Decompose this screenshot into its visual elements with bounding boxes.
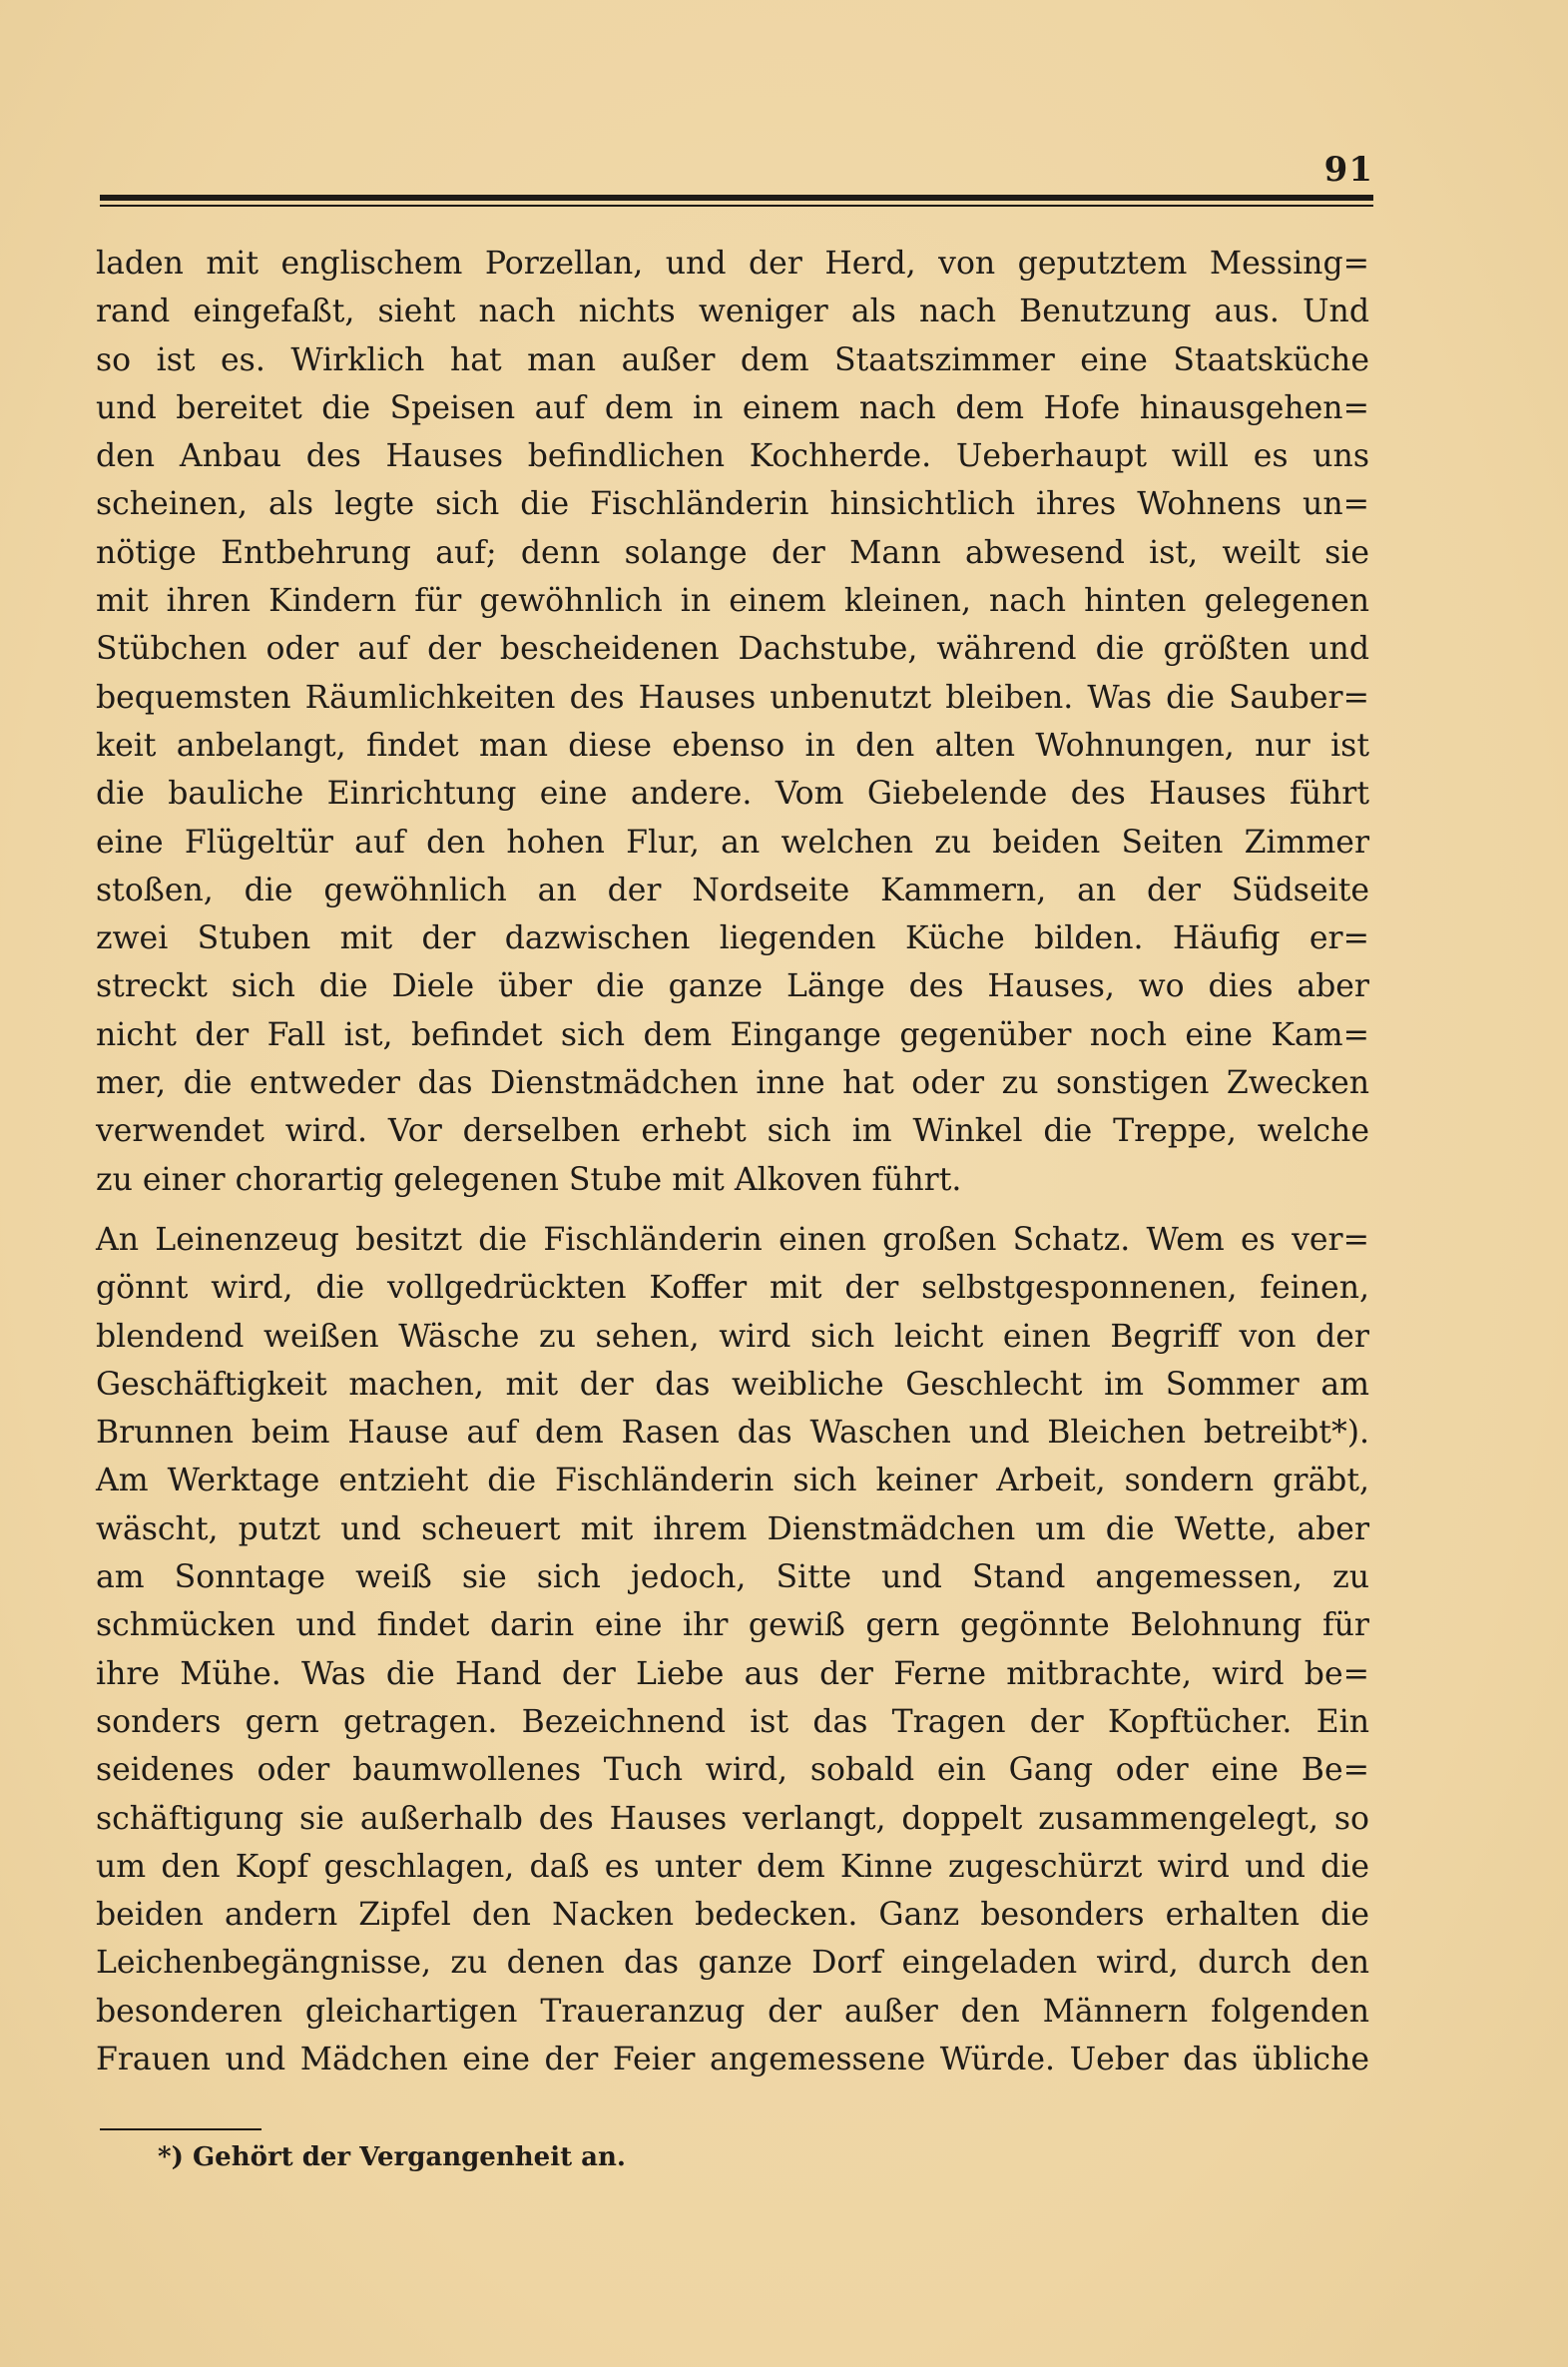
text-line: besonderen gleichartigen Traueranzug der außer den Männern folgenden bbox=[96, 1993, 1369, 2030]
text-line: scheinen, als legte sich die Fischländerin hinsichtlich ihres Wohnens un= bbox=[96, 486, 1369, 523]
footnote-rule bbox=[100, 2128, 261, 2130]
text-line: um den Kopf geschlagen, daß es unter dem Kinne zugeschürzt wird und die bbox=[96, 1848, 1369, 1885]
page-number: 91 bbox=[1323, 150, 1373, 190]
text-line: zwei Stuben mit der dazwischen liegenden Küche bilden. Häufig er= bbox=[96, 920, 1369, 957]
footnote: *) Gehört der Vergangenheit an. bbox=[158, 2142, 626, 2172]
text-line: schäftigung sie außerhalb des Hauses verlangt, doppelt zusammengelegt, so bbox=[96, 1800, 1369, 1837]
text-line: streckt sich die Diele über die ganze Länge des Hauses, wo dies aber bbox=[96, 968, 1369, 1005]
text-line: beiden andern Zipfel den Nacken bedecken. Ganz besonders erhalten die bbox=[96, 1897, 1369, 1934]
text-line: nötige Entbehrung auf; denn solange der Mann abwesend ist, weilt sie bbox=[96, 534, 1369, 571]
text-line: gönnt wird, die vollgedrückten Koffer mit der selbstgesponnenen, feinen, bbox=[96, 1270, 1369, 1307]
text-line: laden mit englischem Porzellan, und der Herd, von geputztem Messing= bbox=[96, 246, 1369, 282]
text-line: An Leinenzeug besitzt die Fischländerin einen großen Schatz. Wem es ver= bbox=[96, 1221, 1369, 1258]
paragraph-1 bbox=[96, 240, 1369, 1204]
text-line: ihre Mühe. Was die Hand der Liebe aus der Ferne mitbrachte, wird be= bbox=[96, 1655, 1369, 1692]
text-line: sonders gern getragen. Bezeichnend ist das Tragen der Kopftücher. Ein bbox=[96, 1703, 1369, 1740]
text-line: Geschäftigkeit machen, mit der das weibliche Geschlecht im Sommer am bbox=[96, 1366, 1369, 1403]
header-rule-thick bbox=[100, 195, 1373, 201]
text-line: mit ihren Kindern für gewöhnlich in einem kleinen, nach hinten gelegenen bbox=[96, 583, 1369, 620]
text-line: die bauliche Einrichtung eine andere. Vom Giebelende des Hauses führt bbox=[96, 776, 1369, 813]
header-rule-thin bbox=[100, 205, 1373, 207]
text-line: wäscht, putzt und scheuert mit ihrem Dienstmädchen um die Wette, aber bbox=[96, 1510, 1369, 1547]
body-text bbox=[96, 240, 1369, 2083]
paragraph-2 bbox=[96, 1216, 1369, 2083]
text-line: Stübchen oder auf der bescheidenen Dachstube, während die größten und bbox=[96, 631, 1369, 668]
text-line: Brunnen beim Hause auf dem Rasen das Waschen und Bleichen betreibt*). bbox=[96, 1415, 1369, 1452]
text-line: und bereitet die Speisen auf dem in einem nach dem Hofe hinausgehen= bbox=[96, 389, 1369, 426]
text-line: schmücken und findet darin eine ihr gewiß gern gegönnte Belohnung für bbox=[96, 1607, 1369, 1644]
text-line: blendend weißen Wäsche zu sehen, wird sich leicht einen Begriff von der bbox=[96, 1318, 1369, 1355]
paragraph-gap bbox=[96, 1204, 1369, 1216]
text-line: verwendet wird. Vor derselben erhebt sich im Winkel die Treppe, welche bbox=[96, 1113, 1369, 1150]
text-line: rand eingefaßt, sieht nach nichts weniger als nach Benutzung aus. Und bbox=[96, 294, 1369, 330]
text-line: nicht der Fall ist, befindet sich dem Eingange gegenüber noch eine Kam= bbox=[96, 1016, 1369, 1053]
text-line: Frauen und Mädchen eine der Feier angemessene Würde. Ueber das übliche bbox=[96, 2041, 1369, 2077]
text-line: seidenes oder baumwollenes Tuch wird, sobald ein Gang oder eine Be= bbox=[96, 1752, 1369, 1789]
text-line: zu einer chorartig gelegenen Stube mit Alkoven führt. bbox=[96, 1161, 962, 1198]
text-line: eine Flügeltür auf den hohen Flur, an welchen zu beiden Seiten Zimmer bbox=[96, 824, 1369, 861]
text-line: bequemsten Räumlichkeiten des Hauses unbenutzt bleiben. Was die Sauber= bbox=[96, 679, 1369, 716]
text-line: den Anbau des Hauses befindlichen Kochherde. Ueberhaupt will es uns bbox=[96, 438, 1369, 475]
text-line: mer, die entweder das Dienstmädchen inne hat oder zu sonstigen Zwecken bbox=[96, 1065, 1369, 1102]
text-line: stoßen, die gewöhnlich an der Nordseite Kammern, an der Südseite bbox=[96, 872, 1369, 908]
text-line: am Sonntage weiß sie sich jedoch, Sitte und Stand angemessen, zu bbox=[96, 1559, 1369, 1596]
text-line: keit anbelangt, findet man diese ebenso in den alten Wohnungen, nur ist bbox=[96, 727, 1369, 764]
text-line: Am Werktage entzieht die Fischländerin sich keiner Arbeit, sondern gräbt, bbox=[96, 1463, 1369, 1499]
text-line: so ist es. Wirklich hat man außer dem Staatszimmer eine Staatsküche bbox=[96, 341, 1369, 378]
text-line: Leichenbegängnisse, zu denen das ganze Dorf eingeladen wird, durch den bbox=[96, 1945, 1369, 1982]
